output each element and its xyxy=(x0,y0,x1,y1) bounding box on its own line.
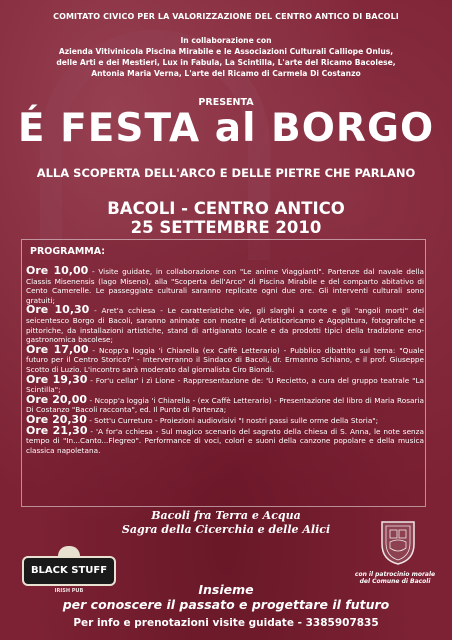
event-time: Ore 20,00 xyxy=(26,392,88,406)
sponsor-logo: BLACK STUFF xyxy=(22,556,116,586)
event-description: - Sott'u Curreturo - Proiezioni audiovisivi "I nostri passi sulle orme della Storia"; xyxy=(86,415,379,425)
event-time: Ore 10,00 xyxy=(26,264,89,277)
program-event xyxy=(26,305,424,344)
program-event xyxy=(26,372,424,395)
program-label: PROGRAMMA: xyxy=(30,246,106,257)
event-description: - 'A for'a cchiesa - Sul magico scenario del sagrato della chiesa di S. Anna, le note senza tempo di "In...Canto...Flegreo". Performance di voci, colori e suoni della canzone popolare e della musica classica napoletana. xyxy=(26,426,424,455)
program-event xyxy=(26,392,424,415)
program-event xyxy=(26,266,424,305)
collaborators-line: delle Arti e dei Mestieri, Lux in Fabula, La Scintilla, L'arte del Ricamo Bacolese, xyxy=(56,58,396,67)
event-description: - Ncopp'a loggia 'i Chiarella - (ex Caffè Letterario) - Presentazione del libro di Maria Rosaria Di Costanzo "Bacoli racconta", ed. Il Punto di Partenza; xyxy=(26,395,424,415)
footer-together: Insieme xyxy=(198,582,254,597)
event-time: Ore 21,30 xyxy=(26,423,88,437)
main-title: É FESTA al BORGO xyxy=(17,106,435,151)
program-event xyxy=(26,423,424,456)
event-date: 25 SETTEMBRE 2010 xyxy=(130,218,322,237)
program-event xyxy=(26,342,424,375)
program-events xyxy=(26,266,424,455)
event-time: Ore 17,00 xyxy=(26,342,89,356)
event-description: - Aret'a cchiesa - Le caratteristiche vie, gli slarghi a corte e gli "angoli morti" del seicentesco Borgo di Bacoli, saranno animate con mostre di Artisticoricamo e Agopittura, fotografiche e pittoriche, da installazioni artistiche, stand di artigianato locale e da prodotti tipici della tradizione eno-gastronomica bacolese; xyxy=(26,306,424,345)
patronage-line: con il patrocinio morale xyxy=(354,571,436,578)
subtitle: ALLA SCOPERTA DELL'ARCO E DELLE PIETRE CHE PARLANO xyxy=(36,166,416,180)
event-location: BACOLI - CENTRO ANTICO xyxy=(107,199,345,218)
event-description: - Visite guidate, in collaborazione con "Le anime Viaggianti". Partenze dal navale della Classis Misenensis (lago Miseno), alla "Scoperta dell'Arco" di Piscina Mirabile e del comparto abitativo di Cento Camerelle. Le passeggiate culturali saranno replicate ogni due ore. Gli interventi culturali sono gratuiti; xyxy=(26,267,424,305)
event-time: Ore 20,30 xyxy=(26,412,87,426)
sponsor-subtitle: IRISH PUB xyxy=(54,588,84,594)
municipal-crest-icon xyxy=(372,516,424,568)
footer-contact-info: Per info e prenotazioni visite guidate - 3385907835 xyxy=(73,617,379,629)
tagline-line: Sagra della Cicerchia e delle Alici xyxy=(121,523,331,536)
event-time: Ore 10,30 xyxy=(26,303,90,317)
sponsor-logo-crest xyxy=(58,546,80,556)
tagline-line: Bacoli fra Terra e Acqua xyxy=(151,509,301,522)
patronage-line: del Comune di Bacoli xyxy=(359,578,431,585)
collaboration-title: In collaborazione con xyxy=(180,36,272,45)
event-description: - Ncopp'a loggia 'i Chiarella (ex Caffè Letterario) - Pubblico dibattito sul tema: "Quale futuro per il Centro Storico?" - Interverranno il Sindaco di Bacoli, dr. Ermanno Schiano, e il prof. Giuseppe Scotto di Luzio. L'incontro sarà moderato dal giornalista Ciro Biondi. xyxy=(26,345,424,374)
event-description: - For'u cellar' i zì Lione - Rappresentazione de: 'U Recietto, a cura del gruppo teatrale "La Scintilla"; xyxy=(26,375,424,395)
collaborators-line: Azienda Vitivinicola Piscina Mirabile e le Associazioni Culturali Calliope Onlus, xyxy=(58,47,394,56)
committee-header: COMITATO CIVICO PER LA VALORIZZAZIONE DEL CENTRO ANTICO DI BACOLI xyxy=(53,12,399,21)
collaborators-line: Antonia Maria Verna, L'arte del Ricamo di Carmela Di Costanzo xyxy=(91,69,361,78)
presents-label: PRESENTA xyxy=(198,97,254,108)
collaborators-list xyxy=(0,46,452,79)
footer-motto: per conoscere il passato e progettare il futuro xyxy=(62,597,390,612)
event-time: Ore 19,30 xyxy=(26,372,88,386)
